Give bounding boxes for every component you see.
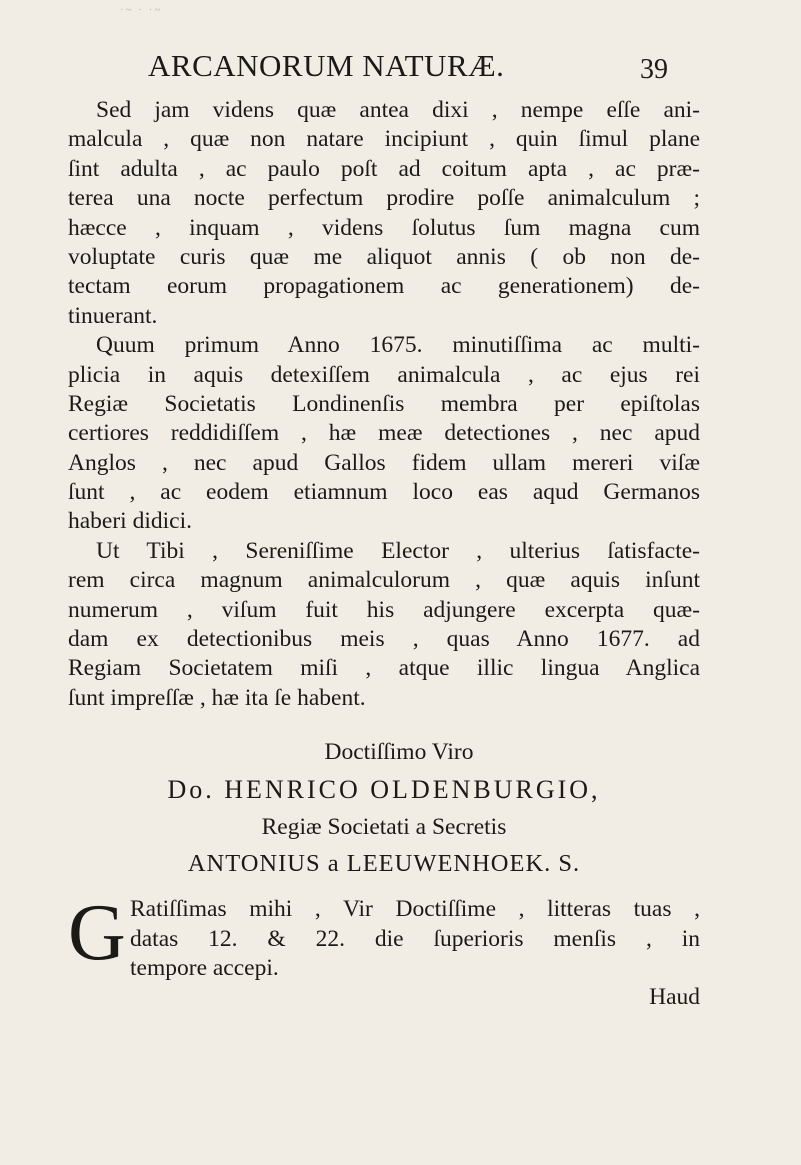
letter-opening <box>68 889 700 1013</box>
text-line: certiores reddidiſſem , hæ meæ detectiones , nec apud <box>68 420 700 447</box>
text-line: ſunt impreſſæ , hæ ita ſe habent. <box>68 684 366 711</box>
text-line: voluptate curis quæ me aliquot annis ( ob non de- <box>68 243 700 270</box>
paragraph-1 <box>68 96 700 331</box>
text-line: Quum primum Anno 1675. minutiſſima ac multi- <box>96 332 700 359</box>
text-line: Anglos , nec apud Gallos fidem ullam mereri viſæ <box>68 449 700 476</box>
section-gap <box>68 713 700 735</box>
text-line: numerum , viſum fuit his adjungere excerpta quæ- <box>68 596 700 623</box>
body-text <box>68 96 700 1013</box>
paragraph-3 <box>68 537 700 713</box>
text-line: malcula , quæ non natare incipiunt , quin ſimul plane <box>68 126 700 153</box>
salutation-block <box>68 735 700 883</box>
running-head: ARCANORUM NATURÆ. <box>148 48 505 83</box>
text-line: datas 12. & 22. die ſuperioris menſis , in <box>130 925 700 952</box>
text-line: tectam eorum propagationem ac generationem) de- <box>68 273 700 300</box>
text-line: rem circa magnum animalculorum , quæ aquis inſunt <box>68 567 700 594</box>
text-line: hæcce , inquam , videns ſolutus ſum magna cum <box>68 214 700 241</box>
text-line: tinuerant. <box>68 302 158 329</box>
drop-cap: G <box>68 889 126 978</box>
salutation-title: Regiæ Societati a Secretis <box>261 814 507 841</box>
salutation-dedication: Doctiſſimo Viro <box>324 739 474 766</box>
page-header <box>148 48 668 88</box>
page-number: 39 <box>640 54 668 85</box>
text-line: Regiæ Societatis Londinenſis membra per epiſtolas <box>68 390 700 417</box>
text-line: haberi didici. <box>68 508 192 535</box>
ink-bleed-mark: ·~ · ·~ <box>120 4 163 16</box>
catchword: Haud <box>649 984 700 1011</box>
text-line: Regiam Societatem miſi , atque illic lingua Anglica <box>68 655 700 682</box>
text-line: Ratiſſimas mihi , Vir Doctiſſime , litteras tuas , <box>130 896 700 923</box>
text-line: terea una nocte perfectum prodire poſſe animalculum ; <box>68 185 700 212</box>
paragraph-2 <box>68 331 700 537</box>
text-line: Sed jam videns quæ antea dixi , nempe eſſe ani- <box>96 97 700 123</box>
text-line: Ut Tibi , Sereniſſime Elector , ulterius ſatisfacte- <box>96 537 700 564</box>
text-line: ſint adulta , ac paulo poſt ad coitum apta , ac præ- <box>68 155 700 182</box>
salutation-sender: ANTONIUS a LEEUWENHOEK. S. <box>187 850 581 878</box>
text-line: tempore accepi. <box>130 954 279 981</box>
text-line: ſunt , ac eodem etiamnum loco eas aqud Germanos <box>68 479 700 506</box>
text-line: plicia in aquis detexiſſem animalcula , ac ejus rei <box>68 361 700 388</box>
text-line: dam ex detectionibus meis , quas Anno 1677. ad <box>68 626 700 653</box>
salutation-recipient: Do. HENRICO OLDENBURGIO, <box>167 775 601 805</box>
